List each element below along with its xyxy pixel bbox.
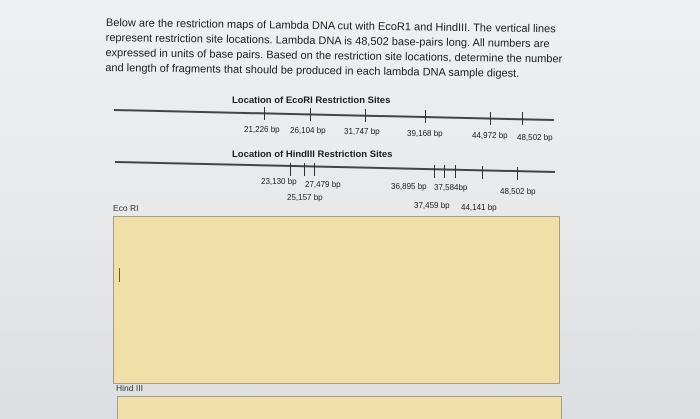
hindiii-site-tick	[517, 167, 518, 180]
hindiii-site-label: 37,584bp	[434, 183, 468, 192]
ecori-site-label: 39,168 bp	[407, 129, 443, 138]
ecori-map-heading: Location of EcoRI Restriction Sites	[232, 95, 391, 106]
hindiii-answer-box[interactable]	[117, 396, 562, 419]
hindiii-site-label: 37,459 bp	[414, 201, 450, 210]
hindiii-site-tick	[444, 165, 445, 178]
hindiii-map-line	[115, 161, 555, 172]
hindiii-site-tick	[434, 165, 435, 178]
hindiii-site-tick	[304, 163, 305, 176]
ecori-site-tick	[365, 109, 366, 122]
hindiii-map-heading: Location of HindIII Restriction Sites	[232, 149, 393, 160]
ecori-site-label: 31,747 bp	[344, 127, 380, 136]
hindiii-site-tick	[482, 166, 483, 179]
ecori-site-tick	[264, 107, 265, 120]
hindiii-site-tick	[290, 163, 291, 176]
hindiii-site-label: 44,141 bp	[461, 203, 497, 212]
text-cursor	[119, 268, 120, 282]
ecori-site-tick	[425, 110, 426, 123]
hindiii-site-tick	[314, 163, 315, 176]
ecori-site-tick	[490, 112, 491, 125]
hindiii-site-label: 36,895 bp	[391, 182, 427, 191]
ecori-site-tick	[522, 112, 523, 125]
ecori-site-label: 21,226 bp	[244, 125, 280, 134]
ecori-answer-label: Eco RI	[113, 203, 139, 213]
ecori-site-label: 26,104 bp	[290, 126, 326, 135]
hindiii-site-label: 48,502 bp	[500, 187, 536, 196]
ecori-answer-box[interactable]	[113, 216, 560, 384]
ecori-site-tick	[310, 108, 311, 121]
ecori-map-line	[114, 109, 554, 120]
hindiii-site-label: 27,479 bp	[305, 180, 341, 189]
hindiii-site-tick	[455, 165, 456, 178]
hindiii-site-label: 25,157 bp	[287, 193, 323, 202]
ecori-site-label: 44,972 bp	[472, 131, 508, 140]
hindiii-answer-label: Hind III	[116, 383, 143, 393]
hindiii-site-label: 23,130 bp	[261, 177, 297, 186]
instructions-text: Below are the restriction maps of Lambda DNA cut with EcoR1 and HindIII. The vertical lines represent restriction site locations. Lambda DNA is 48,502 base-pairs long. All numbers are expressed in units of base pairs. Based on the restriction site locations, determine the number and length of fragments that should be produced in each lambda DNA sample digest.	[105, 16, 563, 80]
ecori-site-label: 48,502 bp	[517, 133, 553, 142]
